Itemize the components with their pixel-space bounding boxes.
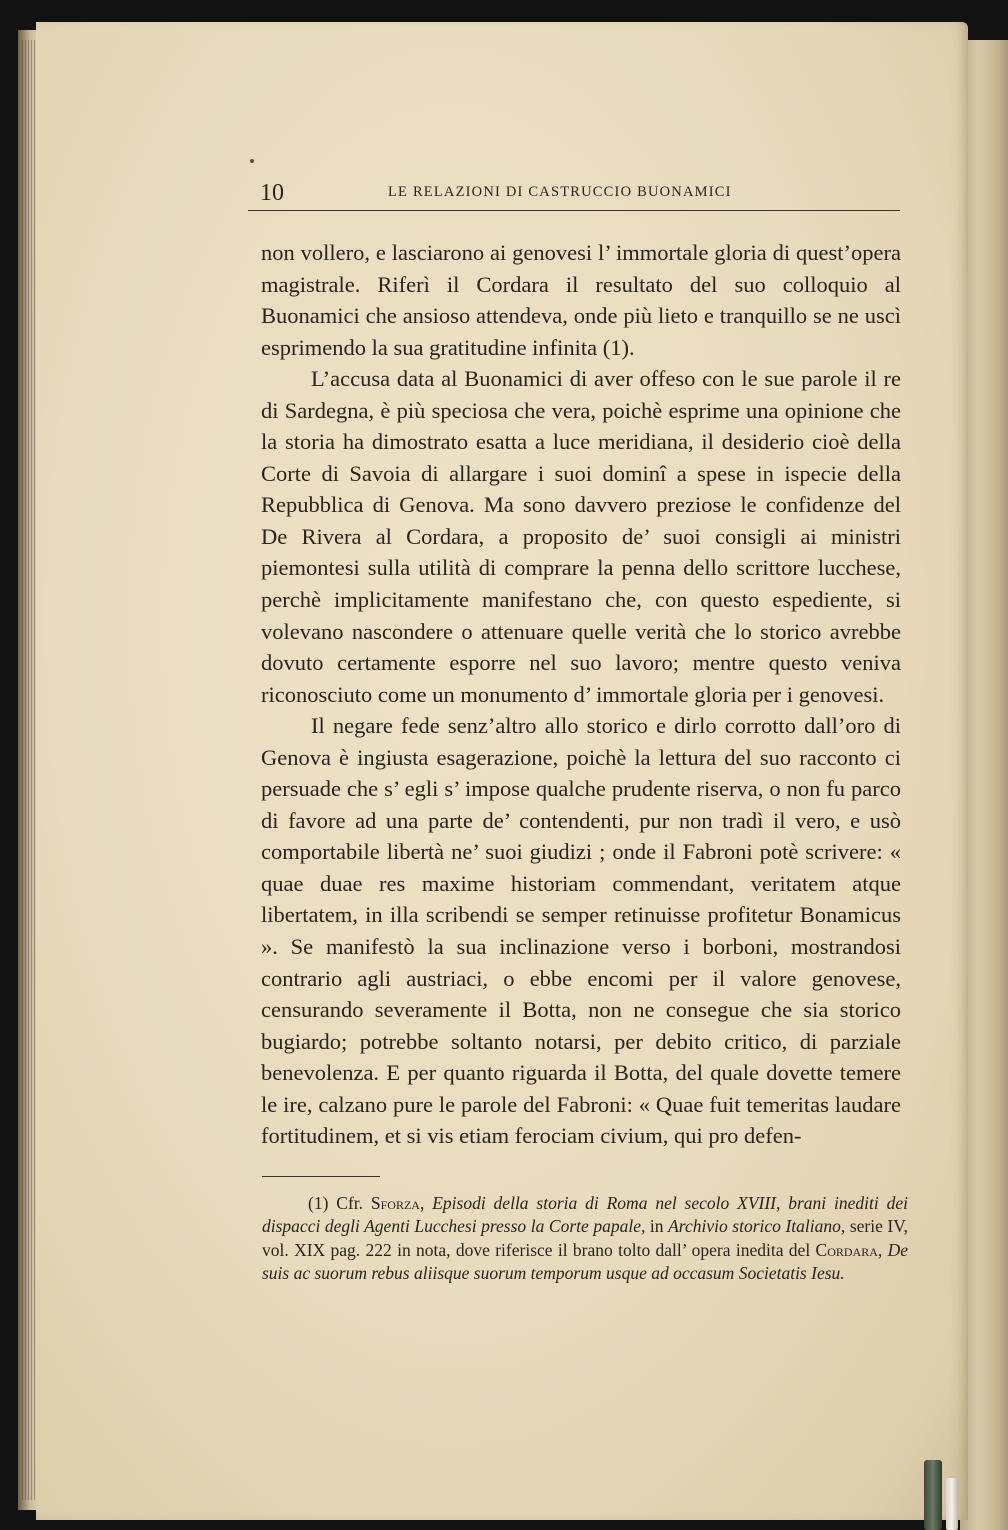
footnote-cited-author: Cordara, xyxy=(815,1239,883,1260)
footnote-in: in xyxy=(649,1216,664,1237)
page-number: 10 xyxy=(260,180,284,206)
body-text xyxy=(261,237,901,1152)
ink-speck xyxy=(250,159,254,163)
footnote-author: Sforza, xyxy=(370,1193,425,1213)
footnote xyxy=(262,1192,908,1286)
footnote-marker: (1) Cfr. xyxy=(308,1193,364,1213)
footnote-citation: serie IV, vol. XIX pag. 222 in nota, dove riferisce il brano tolto dall’ opera inedita del xyxy=(262,1216,908,1260)
footnote-work: De suis ac suorum rebus aliisque suorum temporum usque ad occasum Societatis Iesu. xyxy=(262,1239,909,1284)
paragraph-2: L’accusa data al Buonamici di aver offeso con le sue parole il re di Sardegna, è più speciosa che vera, poichè esprime una opinione che la storia ha dimostrato esatta a luce meridiana, il desiderio cioè della Corte di Savoia di allargare i suoi dominî a spese in ispecie della Repubblica di Genova. Ma sono davvero preziose le confidenze del De Rivera al Cordara, a proposito de’ suoi consigli ai ministri piemontesi sulla utilità di comprare la penna dello scrittore lucchese, perchè implicitamente manifestano che, con questo espediente, si volevano nascondere o attenuare quelle verità che lo storico avrebbe dovuto certamente esporre nel suo lavoro; mentre questo veniva riconosciuto come un monumento d’ immortale gloria per i genovesi. xyxy=(261,366,901,707)
footnote-rule xyxy=(262,1176,380,1177)
page-header xyxy=(260,178,900,212)
running-title: LE RELAZIONI DI CASTRUCCIO BUONAMICI xyxy=(388,184,732,200)
paragraph-3: Il negare fede senz’altro allo storico e dirlo corrotto dall’oro di Genova è ingiusta esagerazione, poichè la lettura del suo racconto ci persuade che s’ egli s’ impose qualche prudente riserva, o non fu parco di favore ad una parte de’ contendenti, pur non tradì il vero, e usò comportabile libertà ne’ suoi giudizi ; onde il Fabroni potè scrivere: « quae duae res maxime historiam commendant, veritatem atque libertatem, in illa scribendi se semper retinuisse profitetur Bonamicus ». Se manifestò la sua inclinazione verso i borboni, mostrandosi contrario agli austriaci, o ebbe encomi per il valore genovese, censurando severamente il Botta, non ne consegue che sia storico bugiardo; potrebbe soltanto notarsi, per debito critico, di parziale benevolenza. E per quanto riguarda il Botta, del quale dovette temere le ire, calzano pure le parole del Fabroni: « Quae fuit temeritas laudare fortitudinem, et si vis etiam ferociam civium, qui pro defen- xyxy=(261,713,901,1149)
footnote-title: Episodi della storia di Roma nel secolo XVIII, brani inediti dei dispacci degli Agenti Lucchesi presso la Corte papale, xyxy=(262,1193,908,1237)
footnote-journal: Archivio storico Italiano, xyxy=(668,1216,846,1237)
bookmark-ribbon xyxy=(924,1460,942,1530)
bookmark-tab xyxy=(946,1478,958,1530)
header-rule xyxy=(248,210,900,211)
page-edges-stack xyxy=(22,40,36,1500)
paragraph-1: non vollero, e lasciarono ai genovesi l’ immortale gloria di quest’opera magistrale. Riferì il Cordara il resultato del suo colloquio al Buonamici che ansioso attendeva, onde più lieto e tranquillo se ne uscì esprimendo la sua gratitudine infinita (1). xyxy=(261,240,901,360)
